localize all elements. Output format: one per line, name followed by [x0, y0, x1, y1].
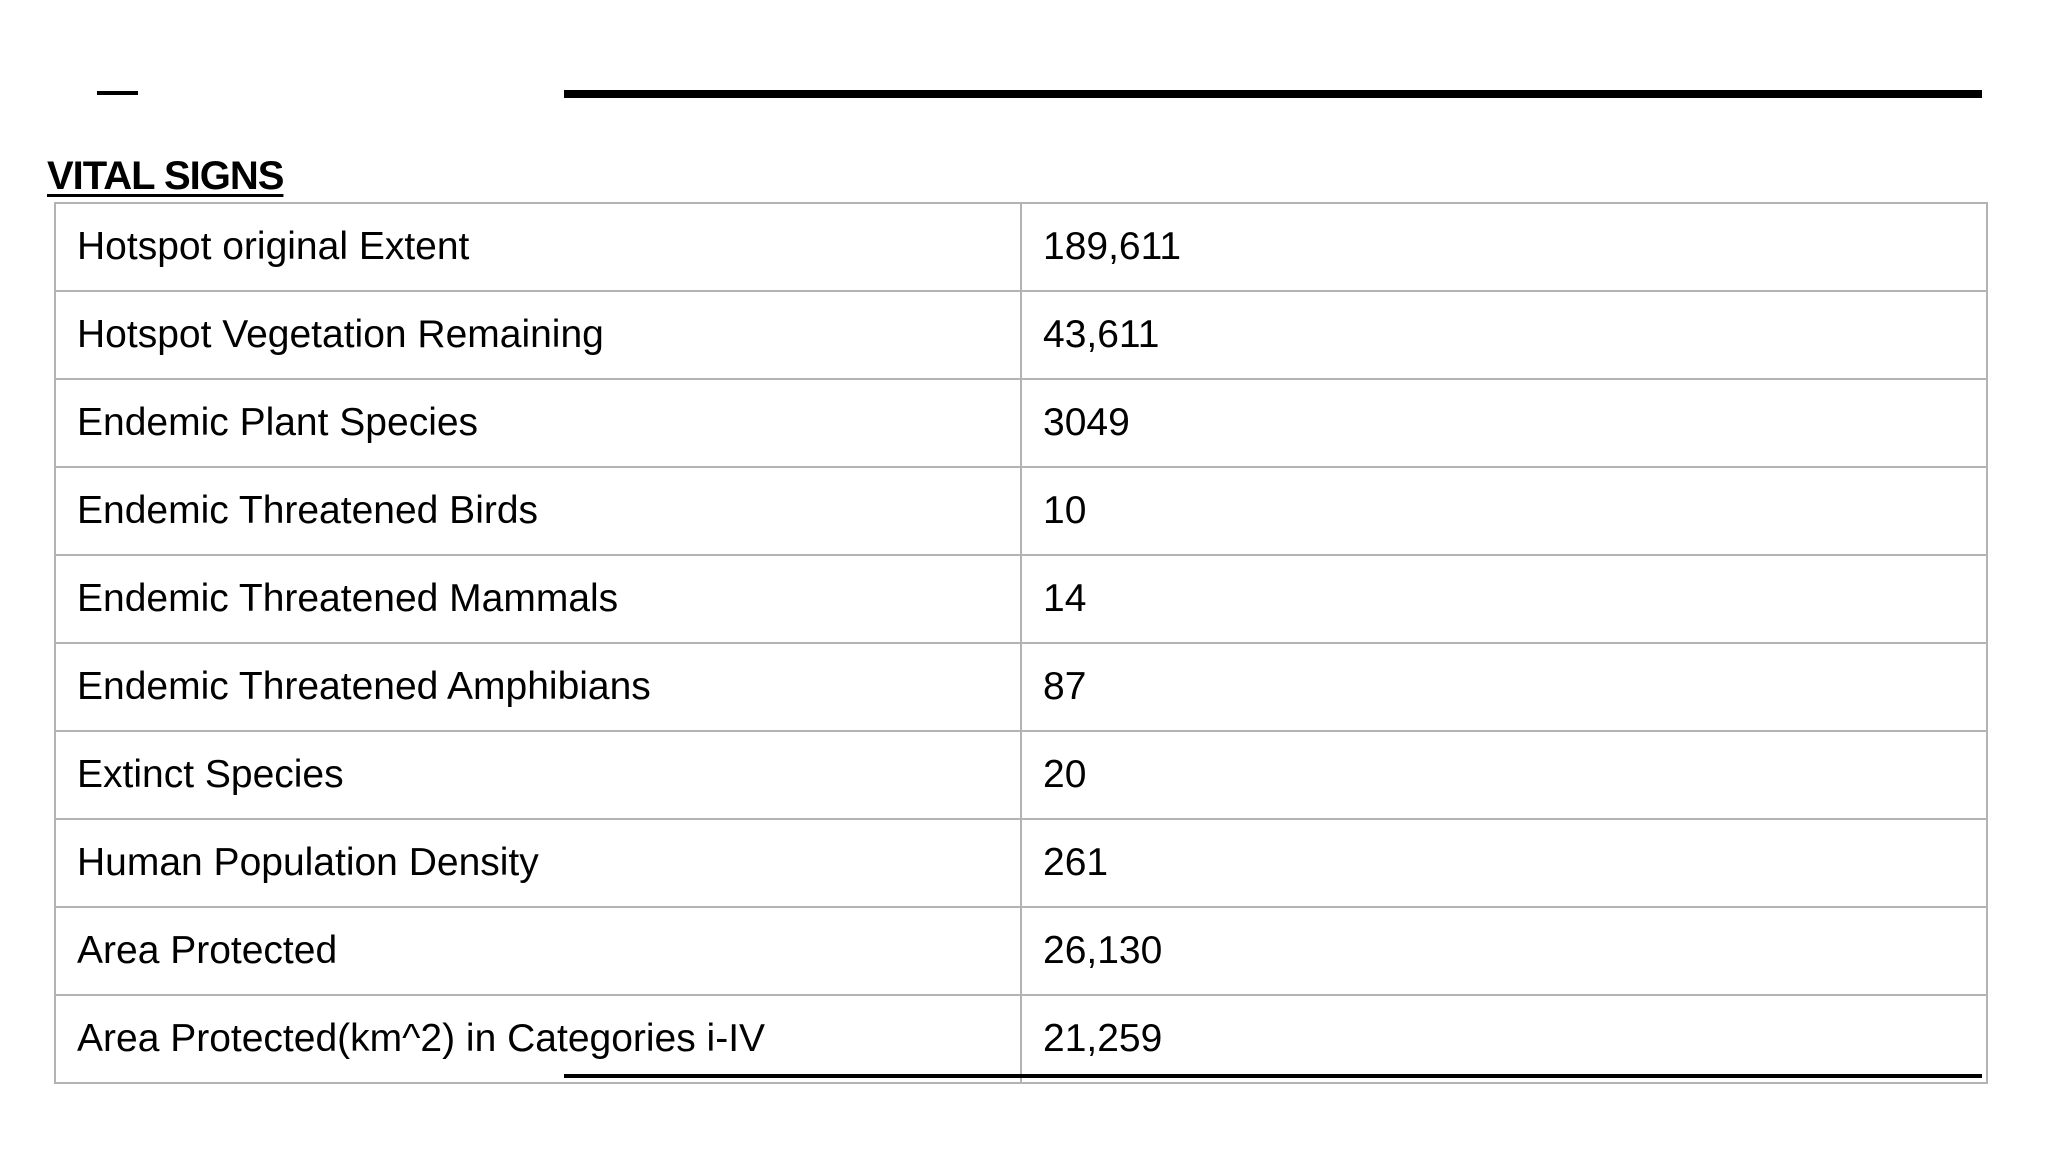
footer-rule [564, 1074, 1982, 1078]
row-value: 3049 [1021, 379, 1987, 467]
row-label: Area Protected [55, 907, 1021, 995]
row-value: 14 [1021, 555, 1987, 643]
page-title: VITAL SIGNS [47, 154, 284, 198]
row-value: 43,611 [1021, 291, 1987, 379]
row-value: 189,611 [1021, 203, 1987, 291]
title-placeholder-dash [97, 91, 138, 95]
row-value: 20 [1021, 731, 1987, 819]
table-row [55, 467, 1987, 555]
row-value: 26,130 [1021, 907, 1987, 995]
row-label: Endemic Threatened Mammals [55, 555, 1021, 643]
row-value: 261 [1021, 819, 1987, 907]
row-value: 87 [1021, 643, 1987, 731]
table-row [55, 907, 1987, 995]
row-label: Endemic Plant Species [55, 379, 1021, 467]
row-label: Hotspot Vegetation Remaining [55, 291, 1021, 379]
table-row [55, 731, 1987, 819]
row-value: 21,259 [1021, 995, 1987, 1083]
table-row [55, 379, 1987, 467]
row-label: Human Population Density [55, 819, 1021, 907]
table-row [55, 291, 1987, 379]
row-label: Extinct Species [55, 731, 1021, 819]
row-value: 10 [1021, 467, 1987, 555]
table-row [55, 995, 1987, 1083]
row-label: Hotspot original Extent [55, 203, 1021, 291]
row-label: Endemic Threatened Birds [55, 467, 1021, 555]
row-label: Endemic Threatened Amphibians [55, 643, 1021, 731]
table-row [55, 555, 1987, 643]
row-label: Area Protected(km^2) in Categories i-IV [55, 995, 1021, 1083]
vital-signs-table [54, 202, 1988, 1084]
table-row [55, 643, 1987, 731]
header-rule [564, 90, 1982, 98]
table-row [55, 203, 1987, 291]
table-row [55, 819, 1987, 907]
